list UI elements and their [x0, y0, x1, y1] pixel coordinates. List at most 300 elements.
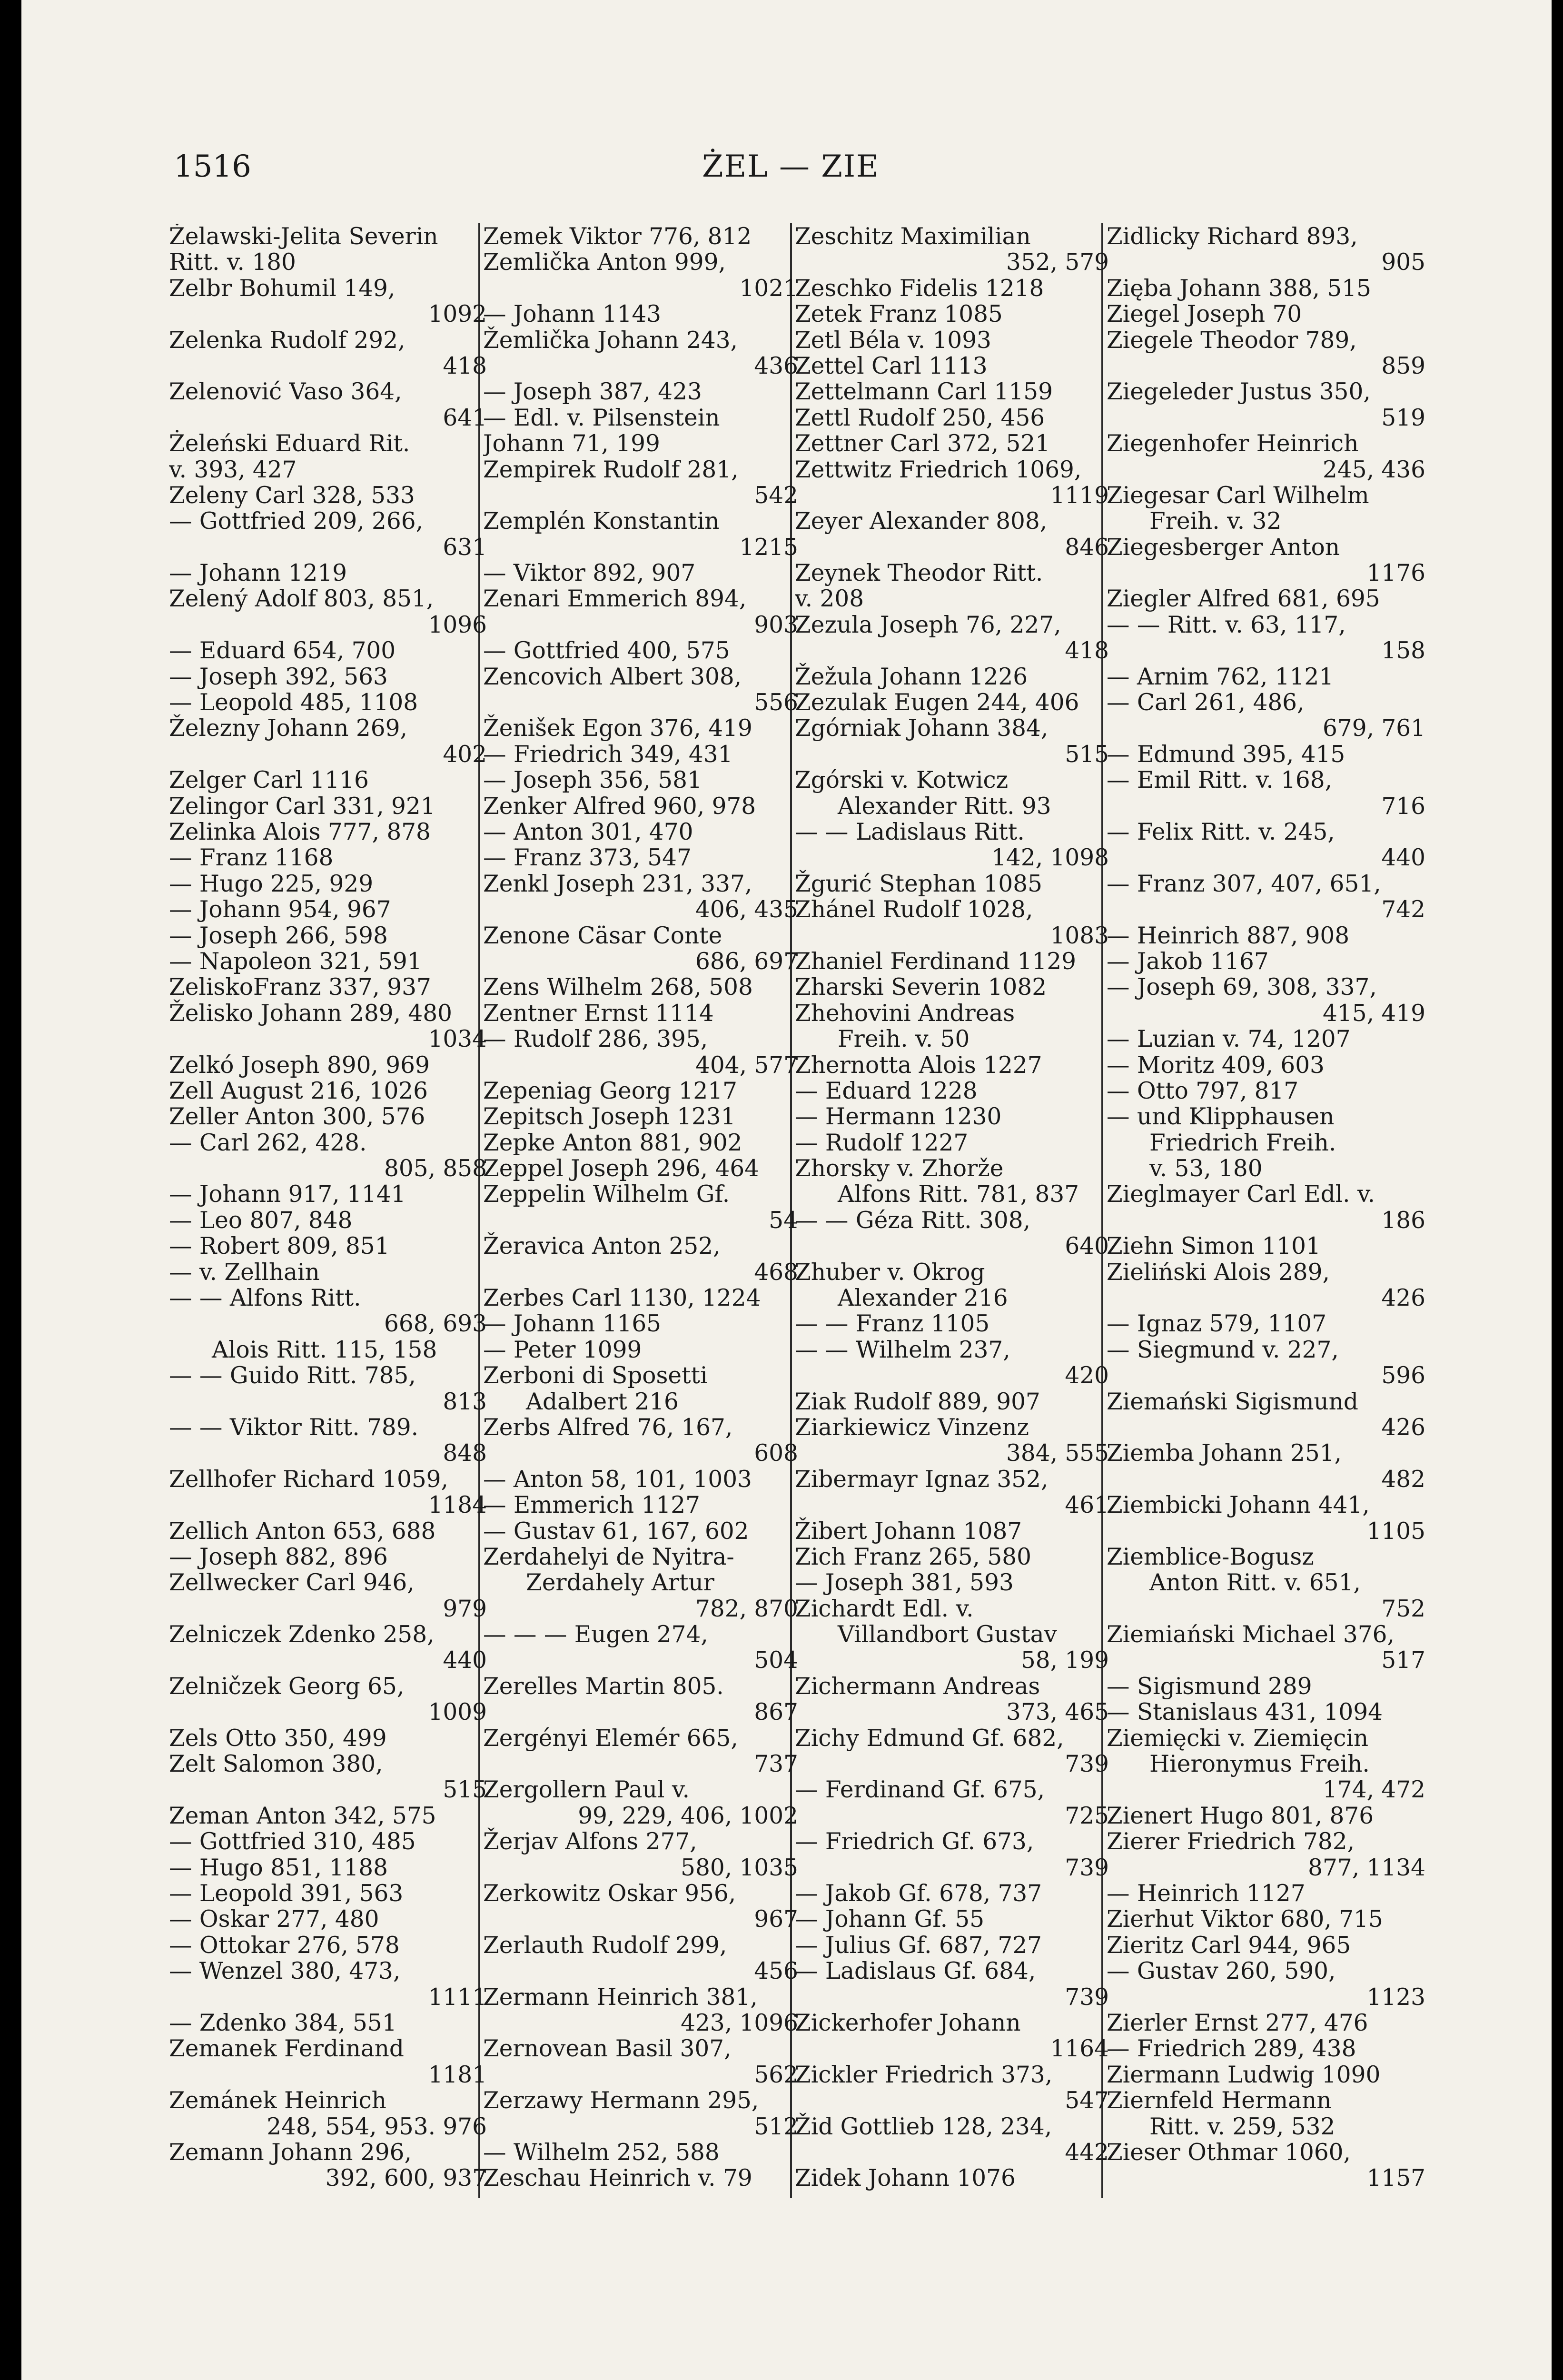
index-entry-line: 158 [1381, 637, 1425, 664]
index-entry-line: Zelený Adolf 803, 851, [169, 585, 434, 613]
index-entry-line: 547 [1065, 2087, 1109, 2114]
index-entry-line: — — Guido Ritt. 785, [169, 1362, 416, 1389]
index-entry-line: 440 [1381, 844, 1425, 872]
index-entry-line: Zeschau Heinrich v. 79 [483, 2165, 752, 2192]
index-entry-line: — Stanislaus 431, 1094 [1107, 1699, 1383, 1726]
index-entry-line: Zhernotta Alois 1227 [795, 1051, 1042, 1079]
index-entry-line: Zerdahelyi de Nyitra- [483, 1543, 734, 1570]
index-entry-line: Ritt. v. 259, 532 [1149, 2113, 1335, 2140]
index-entry-line: Zieser Othmar 1060, [1107, 2139, 1351, 2166]
index-entry-line: Železny Johann 269, [169, 715, 407, 742]
index-entry-line: 596 [1381, 1362, 1425, 1389]
index-entry-line: Ritt. v. 180 [169, 249, 296, 276]
index-entry-line: Zerboni di Sposetti [483, 1362, 708, 1389]
directory-page [21, 0, 1552, 2380]
index-entry-line: Zellhofer Richard 1059, [169, 1466, 448, 1493]
index-entry-line: — Wilhelm 252, 588 [483, 2139, 720, 2166]
index-entry-line: — Leopold 391, 563 [169, 1880, 404, 1907]
index-entry-line: 1176 [1366, 560, 1425, 587]
index-entry-line: Zieglmayer Carl Edl. v. [1107, 1181, 1375, 1208]
index-entry-line: — Eduard 1228 [795, 1077, 978, 1104]
index-entry-line: 1181 [428, 2061, 487, 2088]
index-entry-line: 352, 579 [1006, 249, 1109, 276]
index-entry-line: 1184 [428, 1492, 487, 1519]
index-entry-line: Zemlička Anton 999, [483, 249, 726, 276]
index-entry-line: Ziemblice-Bogusz [1107, 1543, 1314, 1570]
index-entry-line: Żelawski-Jelita Severin [169, 224, 438, 250]
index-entry-line: Zelinka Alois 777, 878 [169, 818, 431, 845]
index-entry-line: — Rudolf 286, 395, [483, 1026, 708, 1053]
index-entry-line: — Johann 1165 [483, 1310, 662, 1338]
index-entry-line: — Zdenko 384, 551 [169, 2009, 397, 2036]
index-entry-line: Zhuber v. Okrog [795, 1259, 985, 1286]
index-entry-line: Ziemięcki v. Ziemięcin [1107, 1725, 1369, 1752]
index-entry-line: — Franz 307, 407, 651, [1107, 870, 1381, 897]
index-entry-line: Zeyer Alexander 808, [795, 508, 1048, 535]
index-entry-line: — Sigismund 289 [1107, 1673, 1312, 1700]
index-entry-line: Ziemiański Michael 376, [1107, 1621, 1395, 1648]
index-entry-line: Zelkó Joseph 890, 969 [169, 1051, 430, 1079]
index-entry-line: v. 208 [795, 585, 864, 613]
index-entry-line: Hieronymus Freih. [1149, 1751, 1370, 1778]
index-entry-line: Zieliński Alois 289, [1107, 1259, 1330, 1286]
index-entry-line: Ziembicki Johann 441, [1107, 1492, 1370, 1519]
index-entry-line: — Friedrich 349, 431 [483, 741, 733, 768]
index-entry-line: Ziarkiewicz Vinzenz [795, 1414, 1029, 1441]
index-entry-line: — — Ladislaus Ritt. [795, 818, 1025, 845]
index-entry-line: Zermann Heinrich 381, [483, 1983, 758, 2011]
index-entry-line: Zierler Ernst 277, 476 [1107, 2009, 1368, 2036]
index-entry-line: Friedrich Freih. [1149, 1129, 1336, 1156]
index-entry-line: — Johann 1143 [483, 301, 662, 328]
index-entry-line: Zezula Joseph 76, 227, [795, 611, 1061, 638]
index-entry-line: 512 [754, 2113, 798, 2140]
index-entry-line: Alois Ritt. 115, 158 [212, 1336, 437, 1363]
index-entry-line: Zellich Anton 653, 688 [169, 1517, 436, 1545]
index-entry-line: — — Wilhelm 237, [795, 1336, 1010, 1363]
index-entry-line: Ziegesar Carl Wilhelm [1107, 482, 1369, 509]
index-entry-line: 1157 [1366, 2165, 1425, 2192]
index-entry-line: Žežula Johann 1226 [795, 663, 1028, 690]
index-entry-line: 186 [1381, 1207, 1425, 1234]
index-entry-line: Zelniczek Zdenko 258, [169, 1621, 435, 1648]
index-entry-line: 752 [1381, 1595, 1425, 1622]
index-entry-line: Zelt Salomon 380, [169, 1751, 383, 1778]
index-column-4 [1107, 224, 1425, 2347]
index-entry-line: Žerjav Alfons 277, [483, 1828, 697, 1855]
index-entry-line: 515 [1065, 741, 1109, 768]
index-entry-line: 679, 761 [1323, 715, 1425, 742]
index-entry-line: Zeleny Carl 328, 533 [169, 482, 415, 509]
index-entry-line: Žeravica Anton 252, [483, 1233, 721, 1260]
index-entry-line: Zelingor Carl 331, 921 [169, 793, 435, 820]
index-entry-line: Zienert Hugo 801, 876 [1107, 1802, 1374, 1829]
page-title: ŻEL — ZIE [702, 149, 880, 184]
index-entry-line: — Friedrich 289, 438 [1107, 2035, 1356, 2063]
index-entry-line: Zichy Edmund Gf. 682, [795, 1725, 1064, 1752]
index-entry-line: 404, 577 [695, 1051, 798, 1079]
index-entry-line: 468 [754, 1259, 798, 1286]
index-entry-line: — Edl. v. Pilsenstein [483, 404, 720, 431]
index-entry-line: 716 [1381, 793, 1425, 820]
index-entry-line: Adalbert 216 [526, 1388, 679, 1415]
index-entry-line: Ziegele Theodor 789, [1107, 327, 1357, 354]
index-entry-line: Ziegenhofer Heinrich [1107, 430, 1359, 457]
index-entry-line: 739 [1065, 1751, 1109, 1778]
index-entry-line: Zeschitz Maximilian [795, 224, 1031, 250]
index-entry-line: Zens Wilhelm 268, 508 [483, 974, 753, 1001]
index-entry-line: — Anton 58, 101, 1003 [483, 1466, 752, 1493]
index-entry-line: Zelenović Vaso 364, [169, 378, 402, 406]
index-entry-line: — Gottfried 400, 575 [483, 637, 730, 664]
index-entry-line: Zenkl Joseph 231, 337, [483, 870, 752, 897]
index-entry-line: Zelenka Rudolf 292, [169, 327, 406, 354]
index-entry-line: Ziegler Alfred 681, 695 [1107, 585, 1380, 613]
index-entry-line: — Jakob 1167 [1107, 948, 1269, 975]
index-entry-line: Zergollern Paul v. [483, 1776, 690, 1804]
index-entry-line: — Wenzel 380, 473, [169, 1958, 401, 1985]
index-entry-line: — Luzian v. 74, 1207 [1107, 1026, 1351, 1053]
index-entry-line: Zidek Johann 1076 [795, 2165, 1016, 2192]
index-entry-line: — Gottfried 209, 266, [169, 508, 424, 535]
index-entry-line: Zemánek Heinrich [169, 2087, 386, 2114]
index-entry-line: — Felix Ritt. v. 245, [1107, 818, 1335, 845]
index-entry-line: Zentner Ernst 1114 [483, 1000, 714, 1027]
index-entry-line: — Eduard 654, 700 [169, 637, 396, 664]
index-entry-line: Zettelmann Carl 1159 [795, 378, 1053, 406]
index-entry-line: 99, 229, 406, 1002 [578, 1802, 798, 1829]
index-entry-line: 418 [443, 352, 487, 379]
index-entry-line: Zhorsky v. Zhorže [795, 1155, 1004, 1182]
index-entry-line: — Gustav 260, 590, [1107, 1958, 1336, 1985]
index-entry-line: — Carl 261, 486, [1107, 689, 1305, 716]
index-entry-line: Žemlička Johann 243, [483, 327, 738, 354]
index-entry-line: — Joseph 356, 581 [483, 767, 702, 794]
index-entry-line: Zelničzek Georg 65, [169, 1673, 405, 1700]
index-entry-line: — Emmerich 1127 [483, 1492, 700, 1519]
index-entry-line: 782, 870 [695, 1595, 798, 1622]
index-entry-line: 461 [1065, 1492, 1109, 1519]
index-entry-line: Zeschko Fidelis 1218 [795, 275, 1044, 302]
index-entry-line: Ziemański Sigismund [1107, 1388, 1358, 1415]
index-entry-line: 903 [754, 611, 798, 638]
index-entry-line: 742 [1381, 896, 1425, 923]
index-entry-line: Zharski Severin 1082 [795, 974, 1047, 1001]
index-entry-line: Zenone Cäsar Conte [483, 922, 722, 949]
index-entry-line: — — Alfons Ritt. [169, 1285, 361, 1312]
index-entry-line: Zhánel Rudolf 1028, [795, 896, 1033, 923]
index-entry-line: 436 [754, 352, 798, 379]
index-column-1 [169, 224, 487, 2347]
index-entry-line: 515 [443, 1776, 487, 1804]
index-entry-line: 142, 1098 [991, 844, 1109, 872]
index-entry-line: 415, 419 [1323, 1000, 1425, 1027]
index-entry-line: — Friedrich Gf. 673, [795, 1828, 1034, 1855]
index-entry-line: — Siegmund v. 227, [1107, 1336, 1339, 1363]
index-entry-line: — Robert 809, 851 [169, 1233, 390, 1260]
index-entry-line: 174, 472 [1323, 1776, 1425, 1804]
index-entry-line: 668, 693 [384, 1310, 487, 1338]
index-entry-line: Żeleński Eduard Rit. [169, 430, 410, 457]
index-entry-line: — Heinrich 1127 [1107, 1880, 1306, 1907]
index-entry-line: — Gustav 61, 167, 602 [483, 1517, 749, 1545]
index-entry-line: Zeynek Theodor Ritt. [795, 560, 1043, 587]
index-entry-line: — Joseph 381, 593 [795, 1569, 1014, 1597]
index-entry-line: — Julius Gf. 687, 727 [795, 1932, 1042, 1959]
page-number: 1516 [174, 149, 251, 184]
index-entry-line: — Johann 954, 967 [169, 896, 391, 923]
index-entry-line: Zgórski v. Kotwicz [795, 767, 1009, 794]
index-entry-line: Zelbr Bohumil 149, [169, 275, 396, 302]
index-entry-line: — Johann 917, 1141 [169, 1181, 406, 1208]
index-entry-line: — Hugo 225, 929 [169, 870, 374, 897]
index-entry-line: — — — Eugen 274, [483, 1621, 708, 1648]
index-entry-line: Zemann Johann 296, [169, 2139, 412, 2166]
index-entry-line: — — Géza Ritt. 308, [795, 1207, 1030, 1234]
index-entry-line: — Heinrich 887, 908 [1107, 922, 1350, 949]
index-entry-line: Anton Ritt. v. 651, [1149, 1569, 1361, 1597]
index-entry-line: — Hermann 1230 [795, 1103, 1002, 1130]
index-entry-line: Zerkowitz Oskar 956, [483, 1880, 736, 1907]
index-entry-line: Zettner Carl 372, 521 [795, 430, 1050, 457]
index-entry-line: Zeller Anton 300, 576 [169, 1103, 425, 1130]
index-entry-line: Villandbort Gustav [838, 1621, 1057, 1648]
index-entry-line: 54 [769, 1207, 798, 1234]
index-entry-line: — Johann 1219 [169, 560, 347, 587]
index-entry-line: 1034 [428, 1026, 487, 1053]
index-entry-line: Zepke Anton 881, 902 [483, 1129, 742, 1156]
index-entry-line: 456 [754, 1958, 798, 1985]
index-entry-line: 420 [1065, 1362, 1109, 1389]
index-entry-line: Zellwecker Carl 946, [169, 1569, 415, 1597]
index-entry-line: Zerbs Alfred 76, 167, [483, 1414, 733, 1441]
index-entry-line: Zierer Friedrich 782, [1107, 1828, 1355, 1855]
index-entry-line: Žgurić Stephan 1085 [795, 870, 1042, 897]
index-entry-line: Zenker Alfred 960, 978 [483, 793, 756, 820]
index-entry-line: — Leo 807, 848 [169, 1207, 353, 1234]
index-entry-line: Zich Franz 265, 580 [795, 1543, 1031, 1570]
index-entry-line: — v. Zellhain [169, 1259, 320, 1286]
index-entry-line: 418 [1065, 637, 1109, 664]
index-entry-line: 504 [754, 1647, 798, 1674]
index-entry-line: Zickerhofer Johann [795, 2009, 1021, 2036]
index-entry-line: — Hugo 851, 1188 [169, 1854, 388, 1881]
index-entry-line: — Oskar 277, 480 [169, 1906, 379, 1933]
index-entry-line: — Ottokar 276, 578 [169, 1932, 400, 1959]
index-entry-line: 1105 [1366, 1517, 1425, 1545]
index-entry-line: — Jakob Gf. 678, 737 [795, 1880, 1042, 1907]
index-entry-line: — — Viktor Ritt. 789. [169, 1414, 419, 1441]
index-column-2 [483, 224, 798, 2347]
index-entry-line: Zell August 216, 1026 [169, 1077, 428, 1104]
index-entry-line: 859 [1381, 352, 1425, 379]
index-entry-line: — Carl 262, 428. [169, 1129, 367, 1156]
index-entry-line: Zhehovini Andreas [795, 1000, 1015, 1027]
index-entry-line: — Emil Ritt. v. 168, [1107, 767, 1333, 794]
index-entry-line: 556 [754, 689, 798, 716]
index-entry-line: 608 [754, 1440, 798, 1467]
index-entry-line: Ziehn Simon 1101 [1107, 1233, 1321, 1260]
index-entry-line: 1096 [428, 611, 487, 638]
index-entry-line: — Ferdinand Gf. 675, [795, 1776, 1045, 1804]
index-entry-line: — Joseph 882, 896 [169, 1543, 388, 1570]
index-entry-line: Freih. v. 50 [838, 1026, 970, 1053]
index-entry-line: Zidlicky Richard 893, [1107, 224, 1358, 250]
index-entry-line: Zetl Béla v. 1093 [795, 327, 991, 354]
index-entry-line: Ziegesberger Anton [1107, 534, 1340, 561]
index-entry-line: 542 [754, 482, 798, 509]
index-entry-line: — Leopold 485, 1108 [169, 689, 418, 716]
index-entry-line: — Arnim 762, 1121 [1107, 663, 1334, 690]
index-entry-line: 877, 1134 [1308, 1854, 1425, 1881]
index-entry-line: Ziak Rudolf 889, 907 [795, 1388, 1040, 1415]
index-entry-line: Ziemba Johann 251, [1107, 1440, 1342, 1467]
index-entry-line: Zenari Emmerich 894, [483, 585, 747, 613]
index-entry-line: — — Ritt. v. 63, 117, [1107, 611, 1346, 638]
index-entry-line: — Joseph 69, 308, 337, [1107, 974, 1377, 1001]
index-entry-line: Zerdahely Artur [526, 1569, 714, 1597]
index-entry-line: 406, 435 [695, 896, 798, 923]
index-entry-line: Želisko Johann 289, 480 [169, 1000, 452, 1027]
index-entry-line: 517 [1381, 1647, 1425, 1674]
index-entry-line: 440 [443, 1647, 487, 1674]
index-entry-line: — Johann Gf. 55 [795, 1906, 985, 1933]
index-entry-line: 739 [1065, 1854, 1109, 1881]
index-entry-line: Zels Otto 350, 499 [169, 1725, 387, 1752]
index-entry-line: v. 393, 427 [169, 456, 297, 483]
index-entry-line: 739 [1065, 1983, 1109, 2011]
index-entry-line: Zeppelin Wilhelm Gf. [483, 1181, 730, 1208]
index-entry-line: Zichermann Andreas [795, 1673, 1040, 1700]
index-entry-line: 641 [443, 404, 487, 431]
index-entry-line: 1119 [1050, 482, 1109, 509]
index-entry-line: Zempirek Rudolf 281, [483, 456, 739, 483]
index-entry-line: 1123 [1366, 1983, 1425, 2011]
index-entry-line: Zettel Carl 1113 [795, 352, 988, 379]
index-entry-line: 384, 555 [1006, 1440, 1109, 1467]
index-entry-line: Zeman Anton 342, 575 [169, 1802, 436, 1829]
index-entry-line: Zepeniag Georg 1217 [483, 1077, 737, 1104]
index-entry-line: Zepitsch Joseph 1231 [483, 1103, 736, 1130]
index-entry-line: 58, 199 [1020, 1647, 1109, 1674]
index-entry-line: 967 [754, 1906, 798, 1933]
index-entry-line: Ziegeleder Justus 350, [1107, 378, 1371, 406]
index-entry-line: Ziermann Ludwig 1090 [1107, 2061, 1381, 2088]
index-entry-line: — Franz 373, 547 [483, 844, 692, 872]
index-entry-line: 373, 465 [1006, 1699, 1109, 1726]
index-entry-line: — Moritz 409, 603 [1107, 1051, 1325, 1079]
index-entry-line: Zetek Franz 1085 [795, 301, 1003, 328]
index-entry-line: Zemplén Konstantin [483, 508, 720, 535]
index-entry-line: Zerbes Carl 1130, 1224 [483, 1285, 761, 1312]
index-entry-line: — Franz 1168 [169, 844, 334, 872]
index-entry-line: Alexander Ritt. 93 [838, 793, 1051, 820]
index-entry-line: Zezulak Eugen 244, 406 [795, 689, 1079, 716]
index-entry-line: — Napoleon 321, 591 [169, 948, 422, 975]
index-entry-line: — Edmund 395, 415 [1107, 741, 1345, 768]
index-entry-line: Ženišek Egon 376, 419 [483, 715, 752, 742]
index-entry-line: 392, 600, 937 [325, 2165, 487, 2192]
index-entry-line: 423, 1096 [681, 2009, 798, 2036]
index-entry-line: 848 [443, 1440, 487, 1467]
index-entry-line: Zeppel Joseph 296, 464 [483, 1155, 760, 1182]
index-entry-line: — Joseph 387, 423 [483, 378, 702, 406]
index-entry-line: — Joseph 266, 598 [169, 922, 388, 949]
index-entry-line: Zerelles Martin 805. [483, 1673, 724, 1700]
index-entry-line: 1092 [428, 301, 487, 328]
index-entry-line: Zibermayr Ignaz 352, [795, 1466, 1049, 1493]
index-entry-line: — Otto 797, 817 [1107, 1077, 1299, 1104]
index-entry-line: Zierhut Viktor 680, 715 [1107, 1906, 1383, 1933]
index-entry-line: — Rudolf 1227 [795, 1129, 969, 1156]
index-entry-line: 805, 858 [384, 1155, 487, 1182]
index-entry-line: 248, 554, 953. 976 [267, 2113, 487, 2140]
index-entry-line: 846 [1065, 534, 1109, 561]
index-entry-line: 725 [1065, 1802, 1109, 1829]
index-entry-line: 562 [754, 2061, 798, 2088]
index-entry-line: 580, 1035 [681, 1854, 798, 1881]
index-entry-line: — und Klipphausen [1107, 1103, 1335, 1130]
index-entry-line: 1164 [1050, 2035, 1109, 2063]
index-entry-line: Zichardt Edl. v. [795, 1595, 974, 1622]
index-entry-line: Zerlauth Rudolf 299, [483, 1932, 727, 1959]
index-entry-line: Zerzawy Hermann 295, [483, 2087, 759, 2114]
index-entry-line: Freih. v. 32 [1149, 508, 1282, 535]
index-entry-line: Zgórniak Johann 384, [795, 715, 1049, 742]
index-entry-line: — Joseph 392, 563 [169, 663, 388, 690]
index-entry-line: 640 [1065, 1233, 1109, 1260]
index-entry-line: Žid Gottlieb 128, 234, [795, 2113, 1052, 2140]
index-entry-line: Zencovich Albert 308, [483, 663, 742, 690]
index-entry-line: Alexander 216 [838, 1285, 1008, 1312]
index-entry-line: Zickler Friedrich 373, [795, 2061, 1053, 2088]
index-entry-line: 1215 [739, 534, 798, 561]
index-entry-line: Zięba Johann 388, 515 [1107, 275, 1371, 302]
index-entry-line: 905 [1381, 249, 1425, 276]
index-entry-line: 813 [443, 1388, 487, 1415]
index-entry-line: 245, 436 [1323, 456, 1425, 483]
index-entry-line: Zemek Viktor 776, 812 [483, 224, 752, 250]
index-entry-line: 867 [754, 1699, 798, 1726]
index-entry-line: — — Franz 1105 [795, 1310, 990, 1338]
index-entry-line: ZeliskoFranz 337, 937 [169, 974, 431, 1001]
index-entry-line: 1021 [739, 275, 798, 302]
index-entry-line: Zettl Rudolf 250, 456 [795, 404, 1045, 431]
index-entry-line: Zemanek Ferdinand [169, 2035, 404, 2063]
index-entry-line: Žibert Johann 1087 [795, 1517, 1022, 1545]
index-entry-line: 482 [1381, 1466, 1425, 1493]
index-entry-line: v. 53, 180 [1149, 1155, 1263, 1182]
index-entry-line: 686, 697 [695, 948, 798, 975]
index-entry-line: Zergényi Elemér 665, [483, 1725, 738, 1752]
index-entry-line: 426 [1381, 1285, 1425, 1312]
index-entry-line: Zernovean Basil 307, [483, 2035, 732, 2063]
index-entry-line: Zhaniel Ferdinand 1129 [795, 948, 1076, 975]
index-entry-line: — Ignaz 579, 1107 [1107, 1310, 1327, 1338]
index-entry-line: 1083 [1050, 922, 1109, 949]
index-entry-line: — Gottfried 310, 485 [169, 1828, 416, 1855]
index-entry-line: 631 [443, 534, 487, 561]
index-entry-line: — Anton 301, 470 [483, 818, 693, 845]
index-entry-line: 979 [443, 1595, 487, 1622]
index-entry-line: Ziegel Joseph 70 [1107, 301, 1302, 328]
index-entry-line: — Ladislaus Gf. 684, [795, 1958, 1036, 1985]
index-entry-line: 737 [754, 1751, 798, 1778]
index-entry-line: Ziernfeld Hermann [1107, 2087, 1332, 2114]
index-entry-line: Johann 71, 199 [483, 430, 660, 457]
index-entry-line: 1009 [428, 1699, 487, 1726]
index-entry-line: Alfons Ritt. 781, 837 [838, 1181, 1079, 1208]
